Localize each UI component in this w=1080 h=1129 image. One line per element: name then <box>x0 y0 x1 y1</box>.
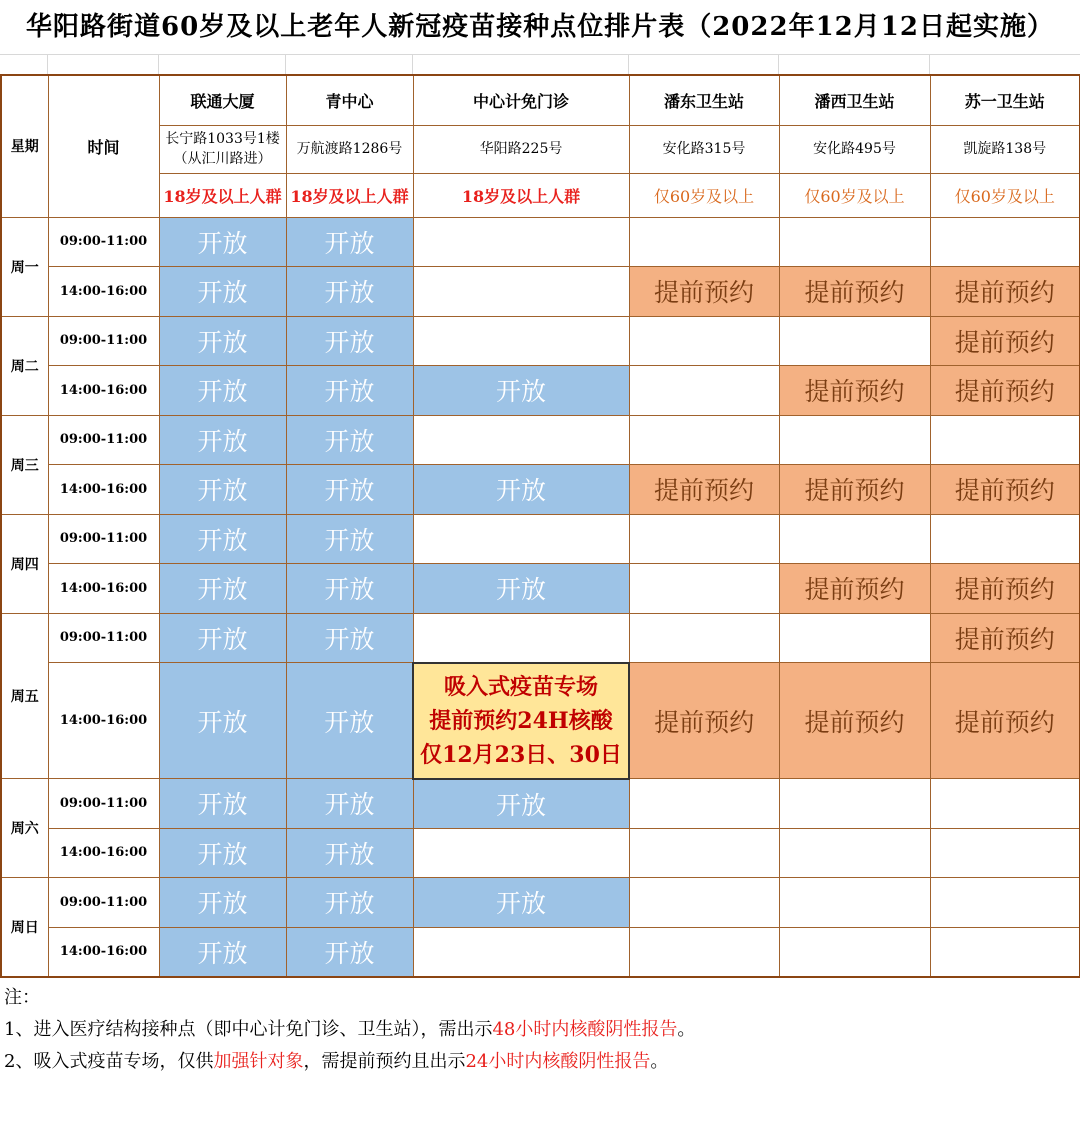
appointment-cell: 提前预约 <box>629 267 779 317</box>
empty-cell <box>779 217 930 267</box>
appointment-cell: 提前预约 <box>930 366 1080 416</box>
site-group: 仅60岁及以上 <box>629 173 779 217</box>
open-cell: 开放 <box>159 316 286 366</box>
open-cell: 开放 <box>159 828 286 878</box>
schedule-table <box>0 74 1080 978</box>
time-cell: 09:00-11:00 <box>48 514 159 564</box>
appointment-cell: 提前预约 <box>629 465 779 515</box>
open-cell: 开放 <box>286 927 413 977</box>
site-name: 潘东卫生站 <box>629 75 779 125</box>
open-cell: 开放 <box>286 217 413 267</box>
empty-cell <box>779 415 930 465</box>
time-cell: 14:00-16:00 <box>48 828 159 878</box>
open-cell: 开放 <box>159 878 286 928</box>
table-row <box>1 878 1080 928</box>
open-cell: 开放 <box>413 366 629 416</box>
weekday-cell: 周一 <box>1 217 48 316</box>
empty-cell <box>413 217 629 267</box>
table-row <box>1 779 1080 829</box>
open-cell: 开放 <box>159 415 286 465</box>
open-cell: 开放 <box>286 779 413 829</box>
time-cell: 09:00-11:00 <box>48 779 159 829</box>
site-address-line2: （从汇川路进） <box>173 151 272 167</box>
weekday-cell: 周六 <box>1 779 48 878</box>
site-name: 潘西卫生站 <box>779 75 930 125</box>
empty-cell <box>779 613 930 663</box>
open-cell: 开放 <box>159 564 286 614</box>
time-cell: 14:00-16:00 <box>48 927 159 977</box>
open-cell: 开放 <box>286 316 413 366</box>
empty-cell <box>413 267 629 317</box>
inhalation-vaccine-cell <box>413 663 629 779</box>
weekday-cell: 周日 <box>1 878 48 977</box>
empty-cell <box>629 514 779 564</box>
time-cell: 14:00-16:00 <box>48 663 159 779</box>
empty-cell <box>629 217 779 267</box>
empty-cell <box>779 878 930 928</box>
appointment-cell: 提前预约 <box>779 267 930 317</box>
empty-cell <box>413 828 629 878</box>
appointment-cell: 提前预约 <box>629 663 779 779</box>
weekday-cell: 周二 <box>1 316 48 415</box>
empty-cell <box>930 415 1080 465</box>
note-1: 1、进入医疗结构接种点（即中心计免门诊、卫生站），需出示48小时内核酸阴性报告。 <box>4 1019 696 1040</box>
site-group: 仅60岁及以上 <box>779 173 930 217</box>
appointment-cell: 提前预约 <box>930 316 1080 366</box>
inhalation-line3: 仅12月23日、30日 <box>420 741 622 768</box>
table-row <box>1 415 1080 465</box>
empty-cell <box>629 779 779 829</box>
spreadsheet-gridline-row <box>0 54 1080 74</box>
site-group: 18岁及以上人群 <box>159 173 286 217</box>
site-name: 中心计免门诊 <box>413 75 629 125</box>
time-cell: 09:00-11:00 <box>48 878 159 928</box>
table-row <box>1 366 1080 416</box>
site-address-line1: 长宁路1033号1楼 <box>165 131 280 147</box>
empty-cell <box>629 366 779 416</box>
open-cell: 开放 <box>159 366 286 416</box>
empty-cell <box>629 828 779 878</box>
note-2: 2、吸入式疫苗专场，仅供加强针对象，需提前预约且出示24小时内核酸阴性报告。 <box>4 1051 669 1072</box>
open-cell: 开放 <box>413 465 629 515</box>
inhalation-line1: 吸入式疫苗专场 <box>443 673 598 700</box>
site-group: 仅60岁及以上 <box>930 173 1080 217</box>
empty-cell <box>779 779 930 829</box>
weekday-cell: 周三 <box>1 415 48 514</box>
open-cell: 开放 <box>159 779 286 829</box>
table-row <box>1 663 1080 779</box>
open-cell: 开放 <box>286 878 413 928</box>
open-cell: 开放 <box>286 415 413 465</box>
site-address: 安化路495号 <box>779 125 930 173</box>
table-row <box>1 465 1080 515</box>
site-address: 万航渡路1286号 <box>286 125 413 173</box>
open-cell: 开放 <box>159 217 286 267</box>
empty-cell <box>930 828 1080 878</box>
empty-cell <box>413 415 629 465</box>
open-cell: 开放 <box>159 465 286 515</box>
appointment-cell: 提前预约 <box>930 267 1080 317</box>
time-cell: 09:00-11:00 <box>48 316 159 366</box>
appointment-cell: 提前预约 <box>779 465 930 515</box>
notes <box>4 982 1074 1078</box>
inhalation-line2: 提前预约24H核酸 <box>429 707 613 734</box>
time-cell: 09:00-11:00 <box>48 613 159 663</box>
empty-cell <box>629 927 779 977</box>
site-address: 凯旋路138号 <box>930 125 1080 173</box>
appointment-cell: 提前预约 <box>930 564 1080 614</box>
weekday-cell: 周五 <box>1 613 48 779</box>
empty-cell <box>629 415 779 465</box>
time-cell: 14:00-16:00 <box>48 465 159 515</box>
site-address <box>159 125 286 173</box>
open-cell: 开放 <box>286 465 413 515</box>
empty-cell <box>930 779 1080 829</box>
appointment-cell: 提前预约 <box>779 663 930 779</box>
site-address: 华阳路225号 <box>413 125 629 173</box>
empty-cell <box>413 613 629 663</box>
empty-cell <box>779 828 930 878</box>
empty-cell <box>779 927 930 977</box>
weekday-cell: 周四 <box>1 514 48 613</box>
site-name: 联通大厦 <box>159 75 286 125</box>
open-cell: 开放 <box>159 927 286 977</box>
open-cell: 开放 <box>286 663 413 779</box>
open-cell: 开放 <box>413 878 629 928</box>
empty-cell <box>779 316 930 366</box>
empty-cell <box>413 927 629 977</box>
empty-cell <box>629 878 779 928</box>
time-header: 时间 <box>48 75 159 217</box>
table-row <box>1 514 1080 564</box>
empty-cell <box>930 927 1080 977</box>
table-row <box>1 267 1080 317</box>
open-cell: 开放 <box>286 828 413 878</box>
table-row <box>1 927 1080 977</box>
time-cell: 14:00-16:00 <box>48 564 159 614</box>
empty-cell <box>629 316 779 366</box>
site-group: 18岁及以上人群 <box>286 173 413 217</box>
time-cell: 09:00-11:00 <box>48 415 159 465</box>
open-cell: 开放 <box>286 267 413 317</box>
empty-cell <box>629 564 779 614</box>
empty-cell <box>413 316 629 366</box>
page-title: 华阳路街道60岁及以上老年人新冠疫苗接种点位排片表（2022年12月12日起实施） <box>26 12 1054 42</box>
open-cell: 开放 <box>159 663 286 779</box>
open-cell: 开放 <box>286 564 413 614</box>
table-row <box>1 316 1080 366</box>
site-group: 18岁及以上人群 <box>413 173 629 217</box>
site-name: 苏一卫生站 <box>930 75 1080 125</box>
table-row <box>1 217 1080 267</box>
open-cell: 开放 <box>286 514 413 564</box>
empty-cell <box>413 514 629 564</box>
appointment-cell: 提前预约 <box>930 613 1080 663</box>
notes-heading: 注： <box>4 987 40 1008</box>
time-cell: 14:00-16:00 <box>48 366 159 416</box>
table-row <box>1 564 1080 614</box>
open-cell: 开放 <box>159 613 286 663</box>
weekday-header: 星期 <box>1 75 48 217</box>
empty-cell <box>930 878 1080 928</box>
open-cell: 开放 <box>413 564 629 614</box>
appointment-cell: 提前预约 <box>930 663 1080 779</box>
open-cell: 开放 <box>286 613 413 663</box>
time-cell: 14:00-16:00 <box>48 267 159 317</box>
appointment-cell: 提前预约 <box>930 465 1080 515</box>
open-cell: 开放 <box>159 267 286 317</box>
time-cell: 09:00-11:00 <box>48 217 159 267</box>
empty-cell <box>930 514 1080 564</box>
empty-cell <box>779 514 930 564</box>
table-row <box>1 613 1080 663</box>
empty-cell <box>629 613 779 663</box>
appointment-cell: 提前预约 <box>779 564 930 614</box>
table-row <box>1 828 1080 878</box>
empty-cell <box>930 217 1080 267</box>
site-name: 青中心 <box>286 75 413 125</box>
appointment-cell: 提前预约 <box>779 366 930 416</box>
open-cell: 开放 <box>286 366 413 416</box>
site-address: 安化路315号 <box>629 125 779 173</box>
open-cell: 开放 <box>159 514 286 564</box>
open-cell: 开放 <box>413 779 629 829</box>
